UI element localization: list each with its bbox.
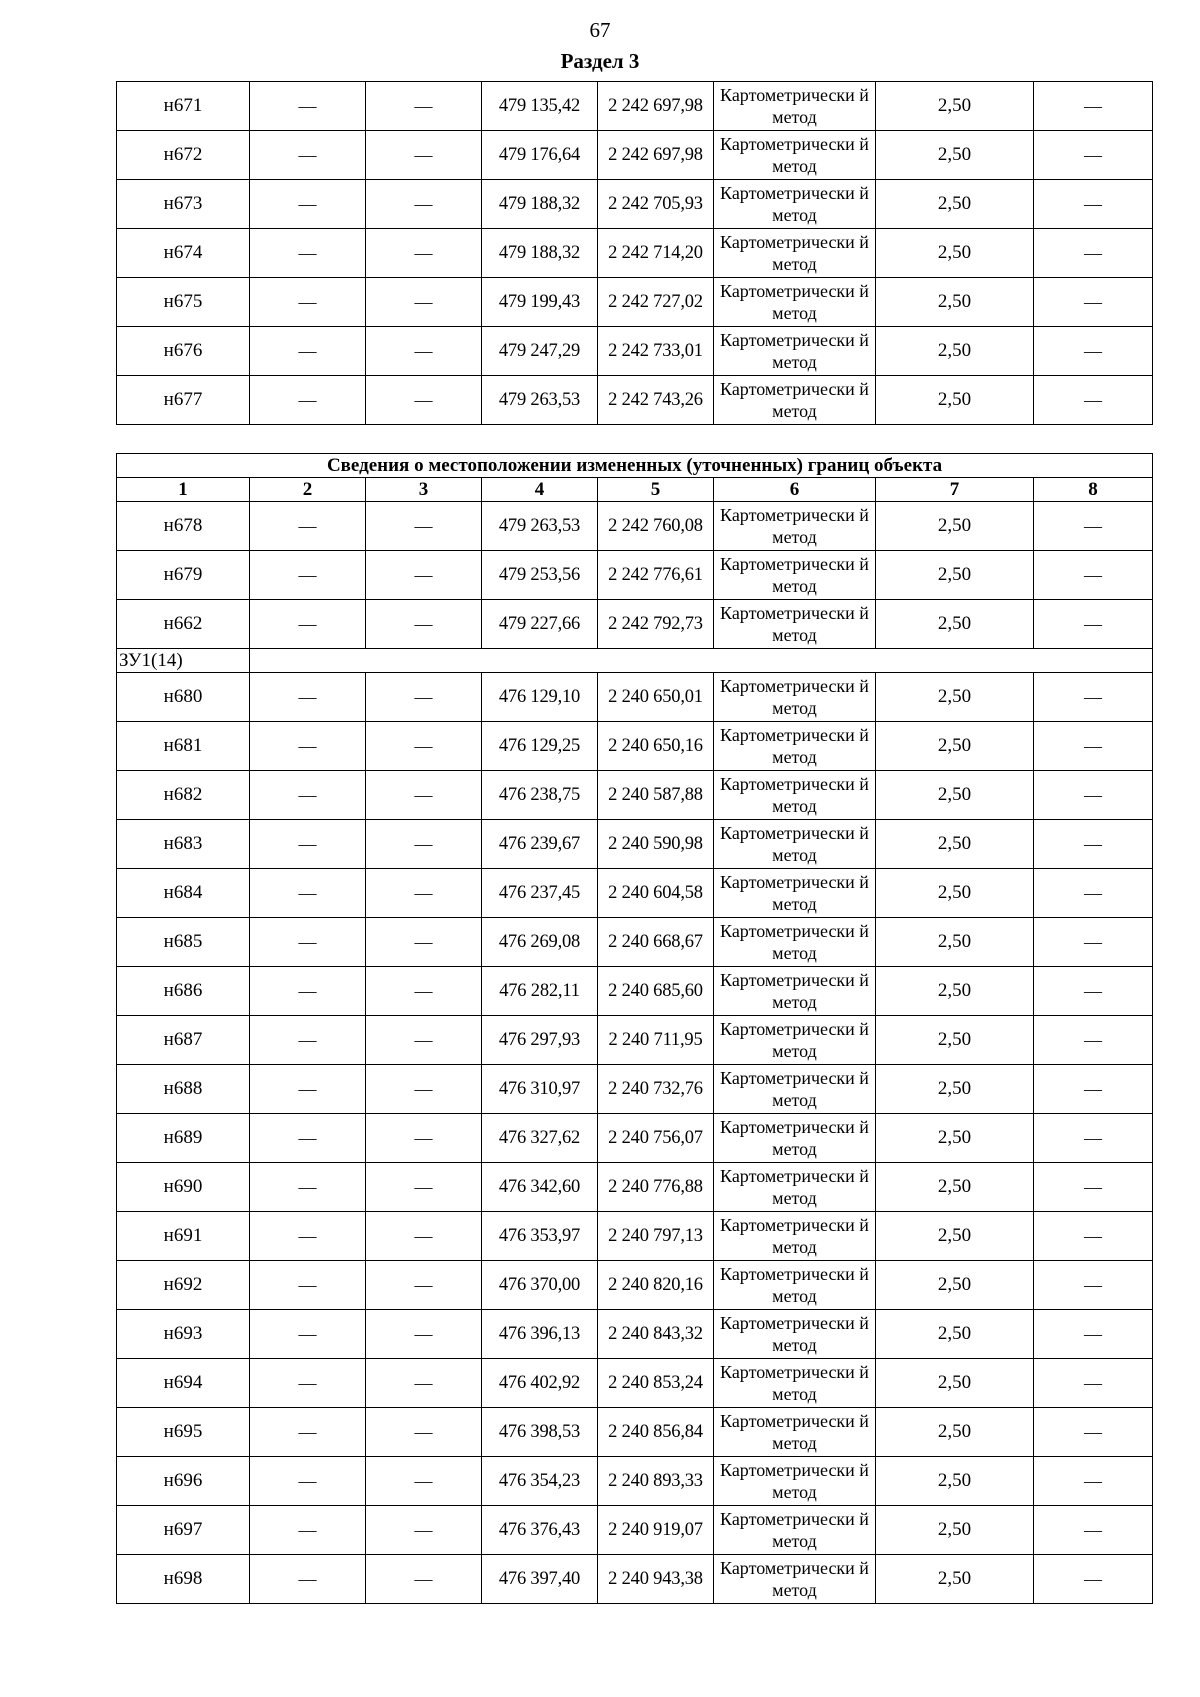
column-3-cell: — [366, 1212, 482, 1261]
x-coordinate-cell: 476 397,40 [482, 1555, 598, 1604]
column-2-cell: — [250, 551, 366, 600]
column-2-cell: — [250, 1310, 366, 1359]
y-coordinate-cell: 2 240 668,67 [598, 918, 714, 967]
table-row [117, 1408, 1153, 1457]
column-3-cell: — [366, 1114, 482, 1163]
column-3-cell: — [366, 1359, 482, 1408]
point-number-cell: н676 [117, 327, 250, 376]
method-cell: Картометрически й метод [714, 1408, 876, 1457]
column-8-cell: — [1034, 1163, 1153, 1212]
method-cell: Картометрически й метод [714, 327, 876, 376]
column-8-cell: — [1034, 1506, 1153, 1555]
x-coordinate-cell: 476 353,97 [482, 1212, 598, 1261]
column-3-cell: — [366, 1016, 482, 1065]
method-cell: Картометрически й метод [714, 1457, 876, 1506]
x-coordinate-cell: 476 282,11 [482, 967, 598, 1016]
table-row [117, 771, 1153, 820]
table-row [117, 1114, 1153, 1163]
column-8-cell: — [1034, 551, 1153, 600]
accuracy-cell: 2,50 [876, 1359, 1034, 1408]
y-coordinate-cell: 2 242 697,98 [598, 82, 714, 131]
accuracy-cell: 2,50 [876, 278, 1034, 327]
table-row [117, 376, 1153, 425]
x-coordinate-cell: 479 176,64 [482, 131, 598, 180]
method-cell: Картометрически й метод [714, 722, 876, 771]
y-coordinate-cell: 2 242 792,73 [598, 600, 714, 649]
column-3-cell: — [366, 820, 482, 869]
column-8-cell: — [1034, 82, 1153, 131]
method-cell: Картометрически й метод [714, 771, 876, 820]
point-number-cell: н678 [117, 502, 250, 551]
column-2-cell: — [250, 327, 366, 376]
method-cell: Картометрически й метод [714, 600, 876, 649]
column-2-cell: — [250, 1457, 366, 1506]
point-number-cell: н686 [117, 967, 250, 1016]
accuracy-cell: 2,50 [876, 600, 1034, 649]
column-2-cell: — [250, 673, 366, 722]
method-cell: Картометрически й метод [714, 869, 876, 918]
point-number-cell: н675 [117, 278, 250, 327]
table-row [117, 1016, 1153, 1065]
table-row [117, 82, 1153, 131]
accuracy-cell: 2,50 [876, 1408, 1034, 1457]
point-number-cell: н691 [117, 1212, 250, 1261]
table-row [117, 918, 1153, 967]
column-8-cell: — [1034, 771, 1153, 820]
table-row [117, 229, 1153, 278]
coordinates-table-continued [116, 81, 1153, 425]
table-row [117, 1212, 1153, 1261]
table-row [117, 1506, 1153, 1555]
column-3-cell: — [366, 1310, 482, 1359]
column-number: 3 [366, 478, 482, 502]
accuracy-cell: 2,50 [876, 1212, 1034, 1261]
y-coordinate-cell: 2 240 853,24 [598, 1359, 714, 1408]
column-2-cell: — [250, 1016, 366, 1065]
accuracy-cell: 2,50 [876, 1114, 1034, 1163]
column-2-cell: — [250, 229, 366, 278]
point-number-cell: н672 [117, 131, 250, 180]
accuracy-cell: 2,50 [876, 967, 1034, 1016]
accuracy-cell: 2,50 [876, 1457, 1034, 1506]
column-2-cell: — [250, 1114, 366, 1163]
table-caption: Сведения о местоположении измененных (уточненных) границ объекта [117, 454, 1153, 478]
point-number-cell: н687 [117, 1016, 250, 1065]
column-2-cell: — [250, 1408, 366, 1457]
column-8-cell: — [1034, 376, 1153, 425]
column-8-cell: — [1034, 600, 1153, 649]
column-8-cell: — [1034, 1065, 1153, 1114]
column-8-cell: — [1034, 502, 1153, 551]
column-3-cell: — [366, 1065, 482, 1114]
column-8-cell: — [1034, 1114, 1153, 1163]
x-coordinate-cell: 479 227,66 [482, 600, 598, 649]
method-cell: Картометрически й метод [714, 1310, 876, 1359]
accuracy-cell: 2,50 [876, 1065, 1034, 1114]
section-title: Раздел 3 [560, 49, 640, 73]
point-number-cell: н694 [117, 1359, 250, 1408]
accuracy-cell: 2,50 [876, 180, 1034, 229]
accuracy-cell: 2,50 [876, 551, 1034, 600]
accuracy-cell: 2,50 [876, 1506, 1034, 1555]
table-row [117, 1310, 1153, 1359]
column-3-cell: — [366, 600, 482, 649]
point-number-cell: н674 [117, 229, 250, 278]
column-3-cell: — [366, 82, 482, 131]
method-cell: Картометрически й метод [714, 1359, 876, 1408]
x-coordinate-cell: 476 402,92 [482, 1359, 598, 1408]
table-row [117, 1261, 1153, 1310]
y-coordinate-cell: 2 240 650,16 [598, 722, 714, 771]
column-2-cell: — [250, 82, 366, 131]
x-coordinate-cell: 476 398,53 [482, 1408, 598, 1457]
column-8-cell: — [1034, 1408, 1153, 1457]
accuracy-cell: 2,50 [876, 722, 1034, 771]
y-coordinate-cell: 2 240 732,76 [598, 1065, 714, 1114]
x-coordinate-cell: 479 263,53 [482, 376, 598, 425]
column-2-cell: — [250, 180, 366, 229]
method-cell: Картометрически й метод [714, 820, 876, 869]
column-2-cell: — [250, 278, 366, 327]
column-8-cell: — [1034, 1359, 1153, 1408]
y-coordinate-cell: 2 240 756,07 [598, 1114, 714, 1163]
column-2-cell: — [250, 1555, 366, 1604]
y-coordinate-cell: 2 240 820,16 [598, 1261, 714, 1310]
column-2-cell: — [250, 967, 366, 1016]
y-coordinate-cell: 2 242 727,02 [598, 278, 714, 327]
column-3-cell: — [366, 1457, 482, 1506]
column-3-cell: — [366, 278, 482, 327]
column-number: 4 [482, 478, 598, 502]
x-coordinate-cell: 476 342,60 [482, 1163, 598, 1212]
method-cell: Картометрически й метод [714, 1261, 876, 1310]
point-number-cell: н692 [117, 1261, 250, 1310]
column-3-cell: — [366, 376, 482, 425]
point-number-cell: н681 [117, 722, 250, 771]
column-2-cell: — [250, 722, 366, 771]
point-number-cell: н673 [117, 180, 250, 229]
y-coordinate-cell: 2 242 733,01 [598, 327, 714, 376]
y-coordinate-cell: 2 240 590,98 [598, 820, 714, 869]
y-coordinate-cell: 2 240 711,95 [598, 1016, 714, 1065]
table-row [117, 1163, 1153, 1212]
method-cell: Картометрически й метод [714, 131, 876, 180]
table-row [117, 1359, 1153, 1408]
column-number: 2 [250, 478, 366, 502]
column-8-cell: — [1034, 673, 1153, 722]
table-caption-row [117, 454, 1153, 478]
method-cell: Картометрически й метод [714, 278, 876, 327]
x-coordinate-cell: 479 199,43 [482, 278, 598, 327]
column-3-cell: — [366, 1163, 482, 1212]
accuracy-cell: 2,50 [876, 131, 1034, 180]
y-coordinate-cell: 2 242 705,93 [598, 180, 714, 229]
table-row [117, 673, 1153, 722]
column-8-cell: — [1034, 722, 1153, 771]
accuracy-cell: 2,50 [876, 1163, 1034, 1212]
method-cell: Картометрически й метод [714, 1114, 876, 1163]
method-cell: Картометрически й метод [714, 180, 876, 229]
column-3-cell: — [366, 1261, 482, 1310]
point-number-cell: н685 [117, 918, 250, 967]
column-8-cell: — [1034, 1555, 1153, 1604]
table-row [117, 600, 1153, 649]
method-cell: Картометрически й метод [714, 1065, 876, 1114]
column-2-cell: — [250, 771, 366, 820]
y-coordinate-cell: 2 240 587,88 [598, 771, 714, 820]
table-row [117, 180, 1153, 229]
column-3-cell: — [366, 918, 482, 967]
y-coordinate-cell: 2 240 650,01 [598, 673, 714, 722]
y-coordinate-cell: 2 240 943,38 [598, 1555, 714, 1604]
point-number-cell: н696 [117, 1457, 250, 1506]
column-number: 8 [1034, 478, 1153, 502]
x-coordinate-cell: 476 129,25 [482, 722, 598, 771]
point-number-cell: н684 [117, 869, 250, 918]
y-coordinate-cell: 2 240 604,58 [598, 869, 714, 918]
y-coordinate-cell: 2 240 919,07 [598, 1506, 714, 1555]
method-cell: Картометрически й метод [714, 551, 876, 600]
method-cell: Картометрически й метод [714, 1163, 876, 1212]
column-3-cell: — [366, 1555, 482, 1604]
point-number-cell: н693 [117, 1310, 250, 1359]
x-coordinate-cell: 479 188,32 [482, 229, 598, 278]
x-coordinate-cell: 476 238,75 [482, 771, 598, 820]
table-row [117, 1065, 1153, 1114]
point-number-cell: н682 [117, 771, 250, 820]
point-number-cell: н671 [117, 82, 250, 131]
method-cell: Картометрически й метод [714, 229, 876, 278]
x-coordinate-cell: 479 135,42 [482, 82, 598, 131]
column-3-cell: — [366, 1506, 482, 1555]
column-number: 1 [117, 478, 250, 502]
column-3-cell: — [366, 229, 482, 278]
column-8-cell: — [1034, 1212, 1153, 1261]
column-8-cell: — [1034, 967, 1153, 1016]
column-8-cell: — [1034, 1016, 1153, 1065]
column-2-cell: — [250, 1261, 366, 1310]
x-coordinate-cell: 476 297,93 [482, 1016, 598, 1065]
column-2-cell: — [250, 600, 366, 649]
y-coordinate-cell: 2 240 776,88 [598, 1163, 714, 1212]
accuracy-cell: 2,50 [876, 327, 1034, 376]
column-number: 5 [598, 478, 714, 502]
group-row [117, 649, 1153, 673]
accuracy-cell: 2,50 [876, 820, 1034, 869]
accuracy-cell: 2,50 [876, 771, 1034, 820]
table-row [117, 722, 1153, 771]
method-cell: Картометрически й метод [714, 1506, 876, 1555]
accuracy-cell: 2,50 [876, 229, 1034, 278]
column-8-cell: — [1034, 820, 1153, 869]
point-number-cell: н662 [117, 600, 250, 649]
column-number: 7 [876, 478, 1034, 502]
column-3-cell: — [366, 967, 482, 1016]
column-8-cell: — [1034, 278, 1153, 327]
table-row [117, 278, 1153, 327]
column-2-cell: — [250, 131, 366, 180]
column-8-cell: — [1034, 1457, 1153, 1506]
method-cell: Картометрически й метод [714, 673, 876, 722]
point-number-cell: н683 [117, 820, 250, 869]
y-coordinate-cell: 2 242 697,98 [598, 131, 714, 180]
column-3-cell: — [366, 180, 482, 229]
column-8-cell: — [1034, 1310, 1153, 1359]
table-row [117, 1555, 1153, 1604]
column-8-cell: — [1034, 180, 1153, 229]
column-3-cell: — [366, 722, 482, 771]
column-3-cell: — [366, 1408, 482, 1457]
y-coordinate-cell: 2 242 760,08 [598, 502, 714, 551]
column-8-cell: — [1034, 918, 1153, 967]
x-coordinate-cell: 479 188,32 [482, 180, 598, 229]
x-coordinate-cell: 476 376,43 [482, 1506, 598, 1555]
point-number-cell: н698 [117, 1555, 250, 1604]
column-3-cell: — [366, 551, 482, 600]
point-number-cell: н695 [117, 1408, 250, 1457]
method-cell: Картометрически й метод [714, 82, 876, 131]
accuracy-cell: 2,50 [876, 1261, 1034, 1310]
accuracy-cell: 2,50 [876, 869, 1034, 918]
y-coordinate-cell: 2 240 856,84 [598, 1408, 714, 1457]
column-3-cell: — [366, 327, 482, 376]
y-coordinate-cell: 2 240 843,32 [598, 1310, 714, 1359]
accuracy-cell: 2,50 [876, 1310, 1034, 1359]
x-coordinate-cell: 476 370,00 [482, 1261, 598, 1310]
method-cell: Картометрически й метод [714, 1212, 876, 1261]
page-number: 67 [589, 18, 611, 42]
accuracy-cell: 2,50 [876, 1555, 1034, 1604]
column-8-cell: — [1034, 131, 1153, 180]
table-row [117, 502, 1153, 551]
x-coordinate-cell: 476 237,45 [482, 869, 598, 918]
column-2-cell: — [250, 820, 366, 869]
column-8-cell: — [1034, 229, 1153, 278]
table-row [117, 1457, 1153, 1506]
y-coordinate-cell: 2 242 714,20 [598, 229, 714, 278]
column-3-cell: — [366, 673, 482, 722]
table-row [117, 327, 1153, 376]
accuracy-cell: 2,50 [876, 673, 1034, 722]
column-8-cell: — [1034, 869, 1153, 918]
x-coordinate-cell: 476 269,08 [482, 918, 598, 967]
x-coordinate-cell: 479 263,53 [482, 502, 598, 551]
column-number: 6 [714, 478, 876, 502]
method-cell: Картометрически й метод [714, 918, 876, 967]
x-coordinate-cell: 476 354,23 [482, 1457, 598, 1506]
column-2-cell: — [250, 502, 366, 551]
column-3-cell: — [366, 869, 482, 918]
point-number-cell: н689 [117, 1114, 250, 1163]
column-8-cell: — [1034, 327, 1153, 376]
point-number-cell: н679 [117, 551, 250, 600]
point-number-cell: н690 [117, 1163, 250, 1212]
point-number-cell: н680 [117, 673, 250, 722]
x-coordinate-cell: 476 327,62 [482, 1114, 598, 1163]
method-cell: Картометрически й метод [714, 502, 876, 551]
point-number-cell: н677 [117, 376, 250, 425]
column-3-cell: — [366, 131, 482, 180]
column-2-cell: — [250, 1212, 366, 1261]
table-row [117, 869, 1153, 918]
x-coordinate-cell: 476 129,10 [482, 673, 598, 722]
accuracy-cell: 2,50 [876, 376, 1034, 425]
column-2-cell: — [250, 1163, 366, 1212]
table-row [117, 131, 1153, 180]
column-2-cell: — [250, 1359, 366, 1408]
x-coordinate-cell: 476 310,97 [482, 1065, 598, 1114]
accuracy-cell: 2,50 [876, 1016, 1034, 1065]
y-coordinate-cell: 2 240 893,33 [598, 1457, 714, 1506]
point-number-cell: н688 [117, 1065, 250, 1114]
column-number-row [117, 478, 1153, 502]
boundary-table [116, 453, 1153, 1604]
y-coordinate-cell: 2 242 776,61 [598, 551, 714, 600]
method-cell: Картометрически й метод [714, 1016, 876, 1065]
column-3-cell: — [366, 502, 482, 551]
column-8-cell: — [1034, 1261, 1153, 1310]
x-coordinate-cell: 479 253,56 [482, 551, 598, 600]
column-2-cell: — [250, 869, 366, 918]
method-cell: Картометрически й метод [714, 1555, 876, 1604]
group-label: ЗУ1(14) [117, 649, 250, 673]
x-coordinate-cell: 479 247,29 [482, 327, 598, 376]
table-row [117, 551, 1153, 600]
group-row-blank [250, 649, 1153, 673]
column-2-cell: — [250, 376, 366, 425]
y-coordinate-cell: 2 242 743,26 [598, 376, 714, 425]
method-cell: Картометрически й метод [714, 967, 876, 1016]
accuracy-cell: 2,50 [876, 918, 1034, 967]
column-2-cell: — [250, 1065, 366, 1114]
table-row [117, 820, 1153, 869]
column-3-cell: — [366, 771, 482, 820]
x-coordinate-cell: 476 396,13 [482, 1310, 598, 1359]
column-2-cell: — [250, 918, 366, 967]
accuracy-cell: 2,50 [876, 502, 1034, 551]
accuracy-cell: 2,50 [876, 82, 1034, 131]
method-cell: Картометрически й метод [714, 376, 876, 425]
y-coordinate-cell: 2 240 797,13 [598, 1212, 714, 1261]
table-row [117, 967, 1153, 1016]
x-coordinate-cell: 476 239,67 [482, 820, 598, 869]
y-coordinate-cell: 2 240 685,60 [598, 967, 714, 1016]
point-number-cell: н697 [117, 1506, 250, 1555]
column-2-cell: — [250, 1506, 366, 1555]
